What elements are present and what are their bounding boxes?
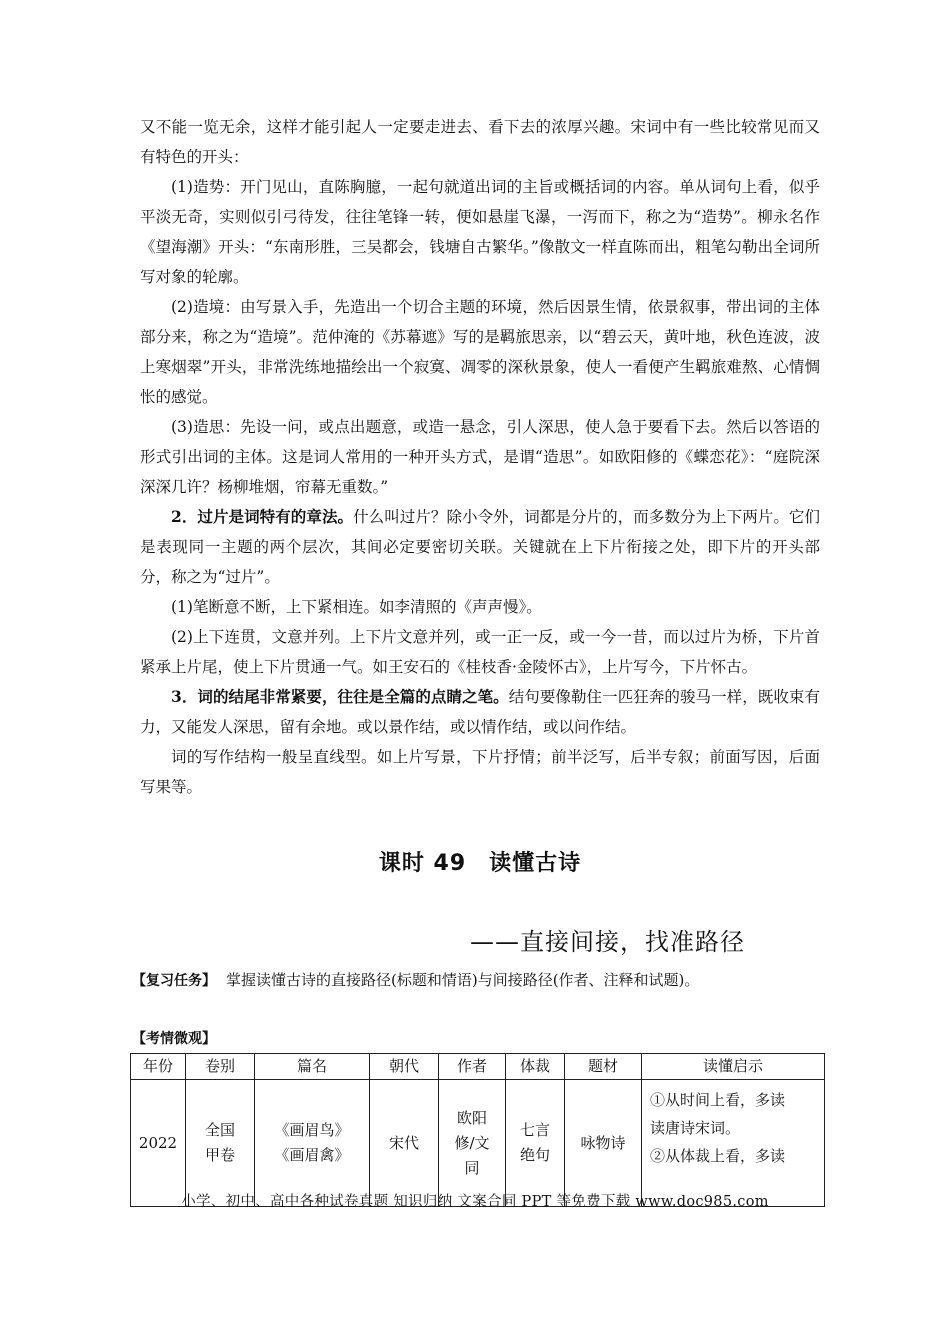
review-task-tag: 【复习任务】 (132, 973, 216, 989)
review-task (132, 968, 832, 993)
cell-theme: 咏物诗 (565, 1080, 642, 1207)
cell-line: 欧阳 (456, 1108, 487, 1127)
cell-line: 甲卷 (204, 1146, 235, 1164)
section-heading: 2．过片是词特有的章法。 (171, 507, 354, 526)
table-header-row (131, 1054, 825, 1080)
cell-line: ②从体裁上看，多读 (650, 1147, 786, 1165)
paragraph: 词的写作结构一般呈直线型。如上片写景，下片抒情；前半泛写，后半专叙；前面写因，后面写果等。 (140, 748, 820, 796)
cell-line: 同 (464, 1158, 480, 1177)
paragraph: (1)笔断意不断，上下紧相连。如李清照的《声声慢》。 (171, 598, 542, 616)
paragraph (140, 682, 820, 742)
cell-line: 七言 (519, 1121, 550, 1139)
cell-line: 《画眉鸟》 (274, 1121, 350, 1139)
cell-genre (506, 1080, 565, 1207)
body-text (140, 112, 820, 802)
lesson-title: 课时 49 读懂古诗 (378, 851, 582, 876)
table-header-cell: 朝代 (370, 1054, 439, 1080)
table-row (131, 1080, 825, 1207)
paragraph-text: 什么叫过片？除小令外，词都是分片的，而多数分为上下两片。它们是表现同一主题的两个层次，其间必定要密切关联。关键就在上下片衔接之处，即下片的开头部分，称之为“过片”。 (140, 508, 820, 586)
cell-line: 《画眉禽》 (274, 1146, 350, 1164)
table-header-cell: 作者 (439, 1054, 506, 1080)
cell-line: 修/文 (454, 1133, 490, 1152)
cell-dynasty: 宋代 (370, 1080, 439, 1207)
paragraph-text: 结句要像勒住一匹狂奔的骏马一样，既收束有力，又能发人深思，留有余地。或以景作结，或以情作结，或以问作结。 (140, 688, 820, 736)
paragraph: (2)造境：由写景入手，先造出一个切合主题的环境，然后因景生情，依景叙事，带出词的主体部分来，称之为“造境”。范仲淹的《苏幕遮》写的是羁旅思亲，以“碧云天，黄叶地，秋色连波，波上寒烟翠”开头，非常洗练地描绘出一个寂寞、凋零的深秋景象，使人一看便产生羁旅难熬、心情惆怅的感觉。 (140, 298, 820, 406)
paragraph: (3)造思：先设一问，或点出题意，或造一悬念，引人深思，使人急于要看下去。然后以答语的形式引出词的主体。这是词人常用的一种开头方式，是谓“造思”。如欧阳修的《蝶恋花》：“庭院深深深几许？杨柳堆烟，帘幕无重数。” (140, 418, 820, 496)
cell-line: 读唐诗宋词。 (650, 1119, 741, 1137)
exam-table (130, 1053, 825, 1207)
cell-title (255, 1080, 370, 1207)
cell-line: 绝句 (519, 1146, 550, 1164)
table-header-cell: 篇名 (255, 1054, 370, 1080)
cell-insight (642, 1080, 825, 1207)
lesson-subtitle: ——直接间接，找准路径 (470, 928, 745, 956)
section-heading: 3．词的结尾非常紧要，往往是全篇的点睛之笔。 (171, 687, 509, 706)
paragraph: (2)上下连贯，文意并列。上下片文意并列，或一正一反，或一今一昔，而以过片为桥，下片首紧承上片尾，使上下片贯通一气。如王安石的《桂枝香·金陵怀古》，上片写今，下片怀古。 (140, 628, 820, 676)
footer-note: 小学、初中、高中各种试卷真题 知识归纳 文案合同 PPT 等免费下载 www.doc985.com (181, 1194, 769, 1210)
paragraph (140, 502, 820, 592)
table-header-cell: 卷别 (186, 1054, 255, 1080)
paragraph: (1)造势：开门见山，直陈胸臆，一起句就道出词的主旨或概括词的内容。单从词句上看，似乎平淡无奇，实则似引弓待发，往往笔锋一转，便如悬崖飞瀑，一泻而下，称之为“造势”。柳永名作《望海潮》开头：“东南形胜，三吴都会，钱塘自古繁华。”像散文一样直陈而出，粗笔勾勒出全词所写对象的轮廓。 (140, 178, 820, 286)
cell-year: 2022 (131, 1080, 186, 1207)
exam-section-label: 【考情微观】 (132, 1031, 216, 1047)
table-header-cell: 读懂启示 (642, 1054, 825, 1080)
table-header-cell: 题材 (565, 1054, 642, 1080)
cell-author (439, 1080, 506, 1207)
paragraph: 又不能一览无余，这样才能引起人一定要走进去、看下去的浓厚兴趣。宋词中有一些比较常见而又有特色的开头： (140, 118, 820, 166)
table-header-cell: 年份 (131, 1054, 186, 1080)
table-header-cell: 体裁 (506, 1054, 565, 1080)
review-task-text: 掌握读懂古诗的直接路径(标题和情语)与间接路径(作者、注释和试题)。 (226, 971, 700, 989)
cell-line: 全国 (204, 1121, 235, 1139)
cell-line: ①从时间上看，多读 (650, 1091, 786, 1109)
cell-paper (186, 1080, 255, 1207)
